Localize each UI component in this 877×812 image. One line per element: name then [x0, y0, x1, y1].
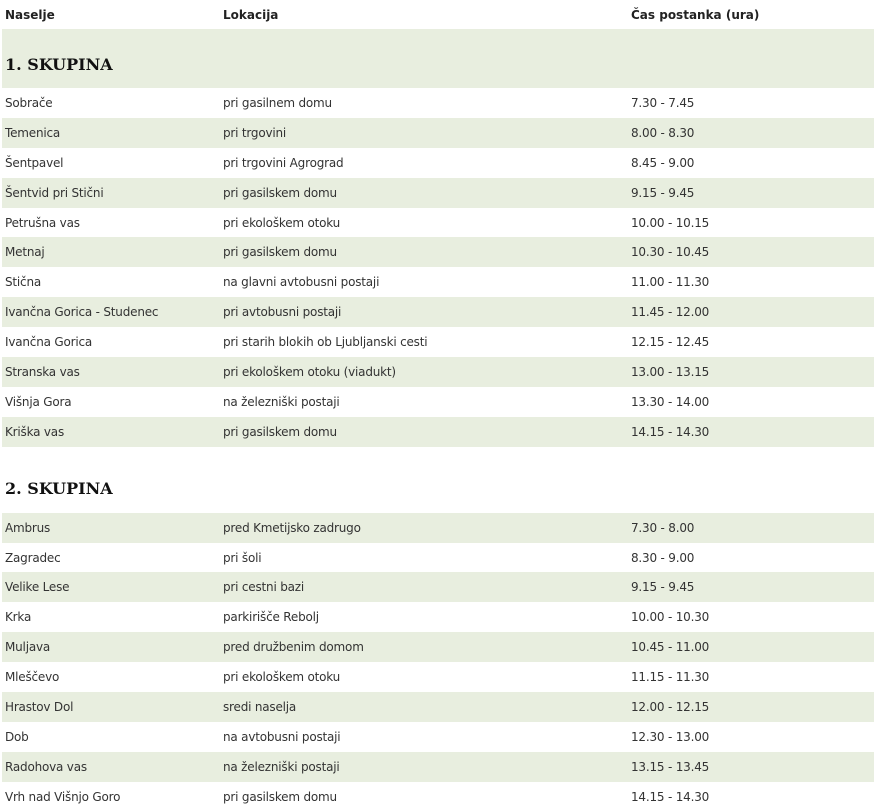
- cell-location: pri gasilskem domu: [223, 424, 337, 439]
- cell-settlement: Petrušna vas: [5, 215, 80, 230]
- cell-time: 9.15 - 9.45: [631, 185, 695, 200]
- cell-time: 13.30 - 14.00: [631, 394, 710, 409]
- cell-settlement: Ivančna Gorica - Studenec: [5, 305, 159, 320]
- header-time: Čas postanka (ura): [631, 7, 760, 22]
- cell-settlement: Krka: [5, 610, 32, 625]
- cell-location: na avtobusni postaji: [223, 729, 341, 744]
- cell-location: pri ekološkem otoku: [223, 670, 341, 685]
- cell-settlement: Stranska vas: [5, 364, 80, 379]
- cell-location: parkirišče Rebolj: [223, 610, 319, 625]
- cell-settlement: Šentvid pri Stični: [5, 185, 104, 200]
- cell-location: pri gasilnem domu: [223, 95, 332, 110]
- cell-settlement: Velike Lese: [5, 580, 70, 595]
- table-row: [2, 513, 874, 543]
- table-row: [2, 208, 874, 238]
- cell-settlement: Metnaj: [5, 245, 45, 260]
- cell-settlement: Kriška vas: [5, 424, 65, 439]
- table-row: [2, 662, 874, 692]
- cell-time: 10.45 - 11.00: [631, 640, 710, 655]
- group-title: 2. SKUPINA: [5, 479, 113, 499]
- cell-settlement: Radohova vas: [5, 759, 87, 774]
- header-location: Lokacija: [223, 7, 279, 22]
- table-row: [2, 357, 874, 387]
- group-heading-row: [2, 447, 874, 513]
- cell-time: 12.15 - 12.45: [631, 335, 710, 350]
- cell-location: sredi naselja: [223, 699, 297, 714]
- cell-time: 11.45 - 12.00: [631, 305, 710, 320]
- table-row: [2, 572, 874, 602]
- cell-location: pri trgovini: [223, 125, 287, 140]
- cell-time: 7.30 - 7.45: [631, 95, 695, 110]
- table-row: [2, 543, 874, 573]
- schedule-table: [2, 0, 874, 812]
- table-row: [2, 148, 874, 178]
- cell-time: 8.30 - 9.00: [631, 550, 695, 565]
- cell-settlement: Zagradec: [5, 550, 61, 565]
- cell-time: 11.00 - 11.30: [631, 275, 710, 290]
- cell-time: 9.15 - 9.45: [631, 580, 695, 595]
- table-body: [2, 29, 874, 812]
- cell-settlement: Stična: [5, 275, 42, 290]
- cell-location: pri gasilskem domu: [223, 789, 337, 804]
- cell-settlement: Ambrus: [5, 520, 51, 535]
- cell-location: na glavni avtobusni postaji: [223, 275, 380, 290]
- cell-location: na železniški postaji: [223, 759, 340, 774]
- cell-location: pred Kmetijsko zadrugo: [223, 520, 361, 535]
- cell-time: 14.15 - 14.30: [631, 424, 710, 439]
- cell-location: pri šoli: [223, 550, 262, 565]
- table-row: [2, 602, 874, 632]
- cell-time: 8.00 - 8.30: [631, 125, 695, 140]
- table-row: [2, 267, 874, 297]
- table-row: [2, 417, 874, 447]
- cell-location: na železniški postaji: [223, 394, 340, 409]
- table-row: [2, 237, 874, 267]
- cell-location: pri trgovini Agrograd: [223, 155, 344, 170]
- table-row: [2, 178, 874, 208]
- cell-time: 10.30 - 10.45: [631, 245, 710, 260]
- table-row: [2, 327, 874, 357]
- table-row: [2, 722, 874, 752]
- group-heading-row: [2, 29, 874, 88]
- cell-location: pri gasilskem domu: [223, 245, 337, 260]
- header-settlement: Naselje: [5, 7, 55, 22]
- group-title: 1. SKUPINA: [5, 55, 113, 74]
- table-row: [2, 782, 874, 812]
- cell-settlement: Višnja Gora: [5, 394, 72, 409]
- cell-location: pri ekološkem otoku (viadukt): [223, 364, 396, 379]
- cell-time: 8.45 - 9.00: [631, 155, 695, 170]
- cell-settlement: Muljava: [5, 640, 51, 655]
- cell-time: 12.00 - 12.15: [631, 699, 710, 714]
- cell-settlement: Mleščevo: [5, 670, 60, 685]
- cell-settlement: Vrh nad Višnjo Goro: [5, 789, 121, 804]
- cell-settlement: Ivančna Gorica: [5, 335, 93, 350]
- table-row: [2, 752, 874, 782]
- cell-settlement: Temenica: [5, 125, 61, 140]
- cell-location: pri avtobusni postaji: [223, 305, 342, 320]
- cell-time: 13.15 - 13.45: [631, 759, 710, 774]
- table-row: [2, 88, 874, 118]
- table-row: [2, 632, 874, 662]
- cell-time: 12.30 - 13.00: [631, 729, 710, 744]
- cell-time: 13.00 - 13.15: [631, 364, 710, 379]
- cell-time: 7.30 - 8.00: [631, 520, 695, 535]
- cell-settlement: Dob: [5, 729, 29, 744]
- table-row: [2, 692, 874, 722]
- cell-settlement: Hrastov Dol: [5, 699, 74, 714]
- cell-time: 10.00 - 10.30: [631, 610, 710, 625]
- cell-location: pri starih blokih ob Ljubljanski cesti: [223, 335, 428, 350]
- cell-time: 10.00 - 10.15: [631, 215, 710, 230]
- cell-location: pri gasilskem domu: [223, 185, 337, 200]
- header-row: [2, 0, 874, 29]
- table-row: [2, 118, 874, 148]
- cell-settlement: Šentpavel: [5, 155, 64, 170]
- table-row: [2, 387, 874, 417]
- cell-settlement: Sobrače: [5, 95, 53, 110]
- cell-location: pred družbenim domom: [223, 640, 364, 655]
- cell-time: 11.15 - 11.30: [631, 670, 710, 685]
- cell-location: pri ekološkem otoku: [223, 215, 341, 230]
- table-row: [2, 297, 874, 327]
- cell-location: pri cestni bazi: [223, 580, 304, 595]
- cell-time: 14.15 - 14.30: [631, 789, 710, 804]
